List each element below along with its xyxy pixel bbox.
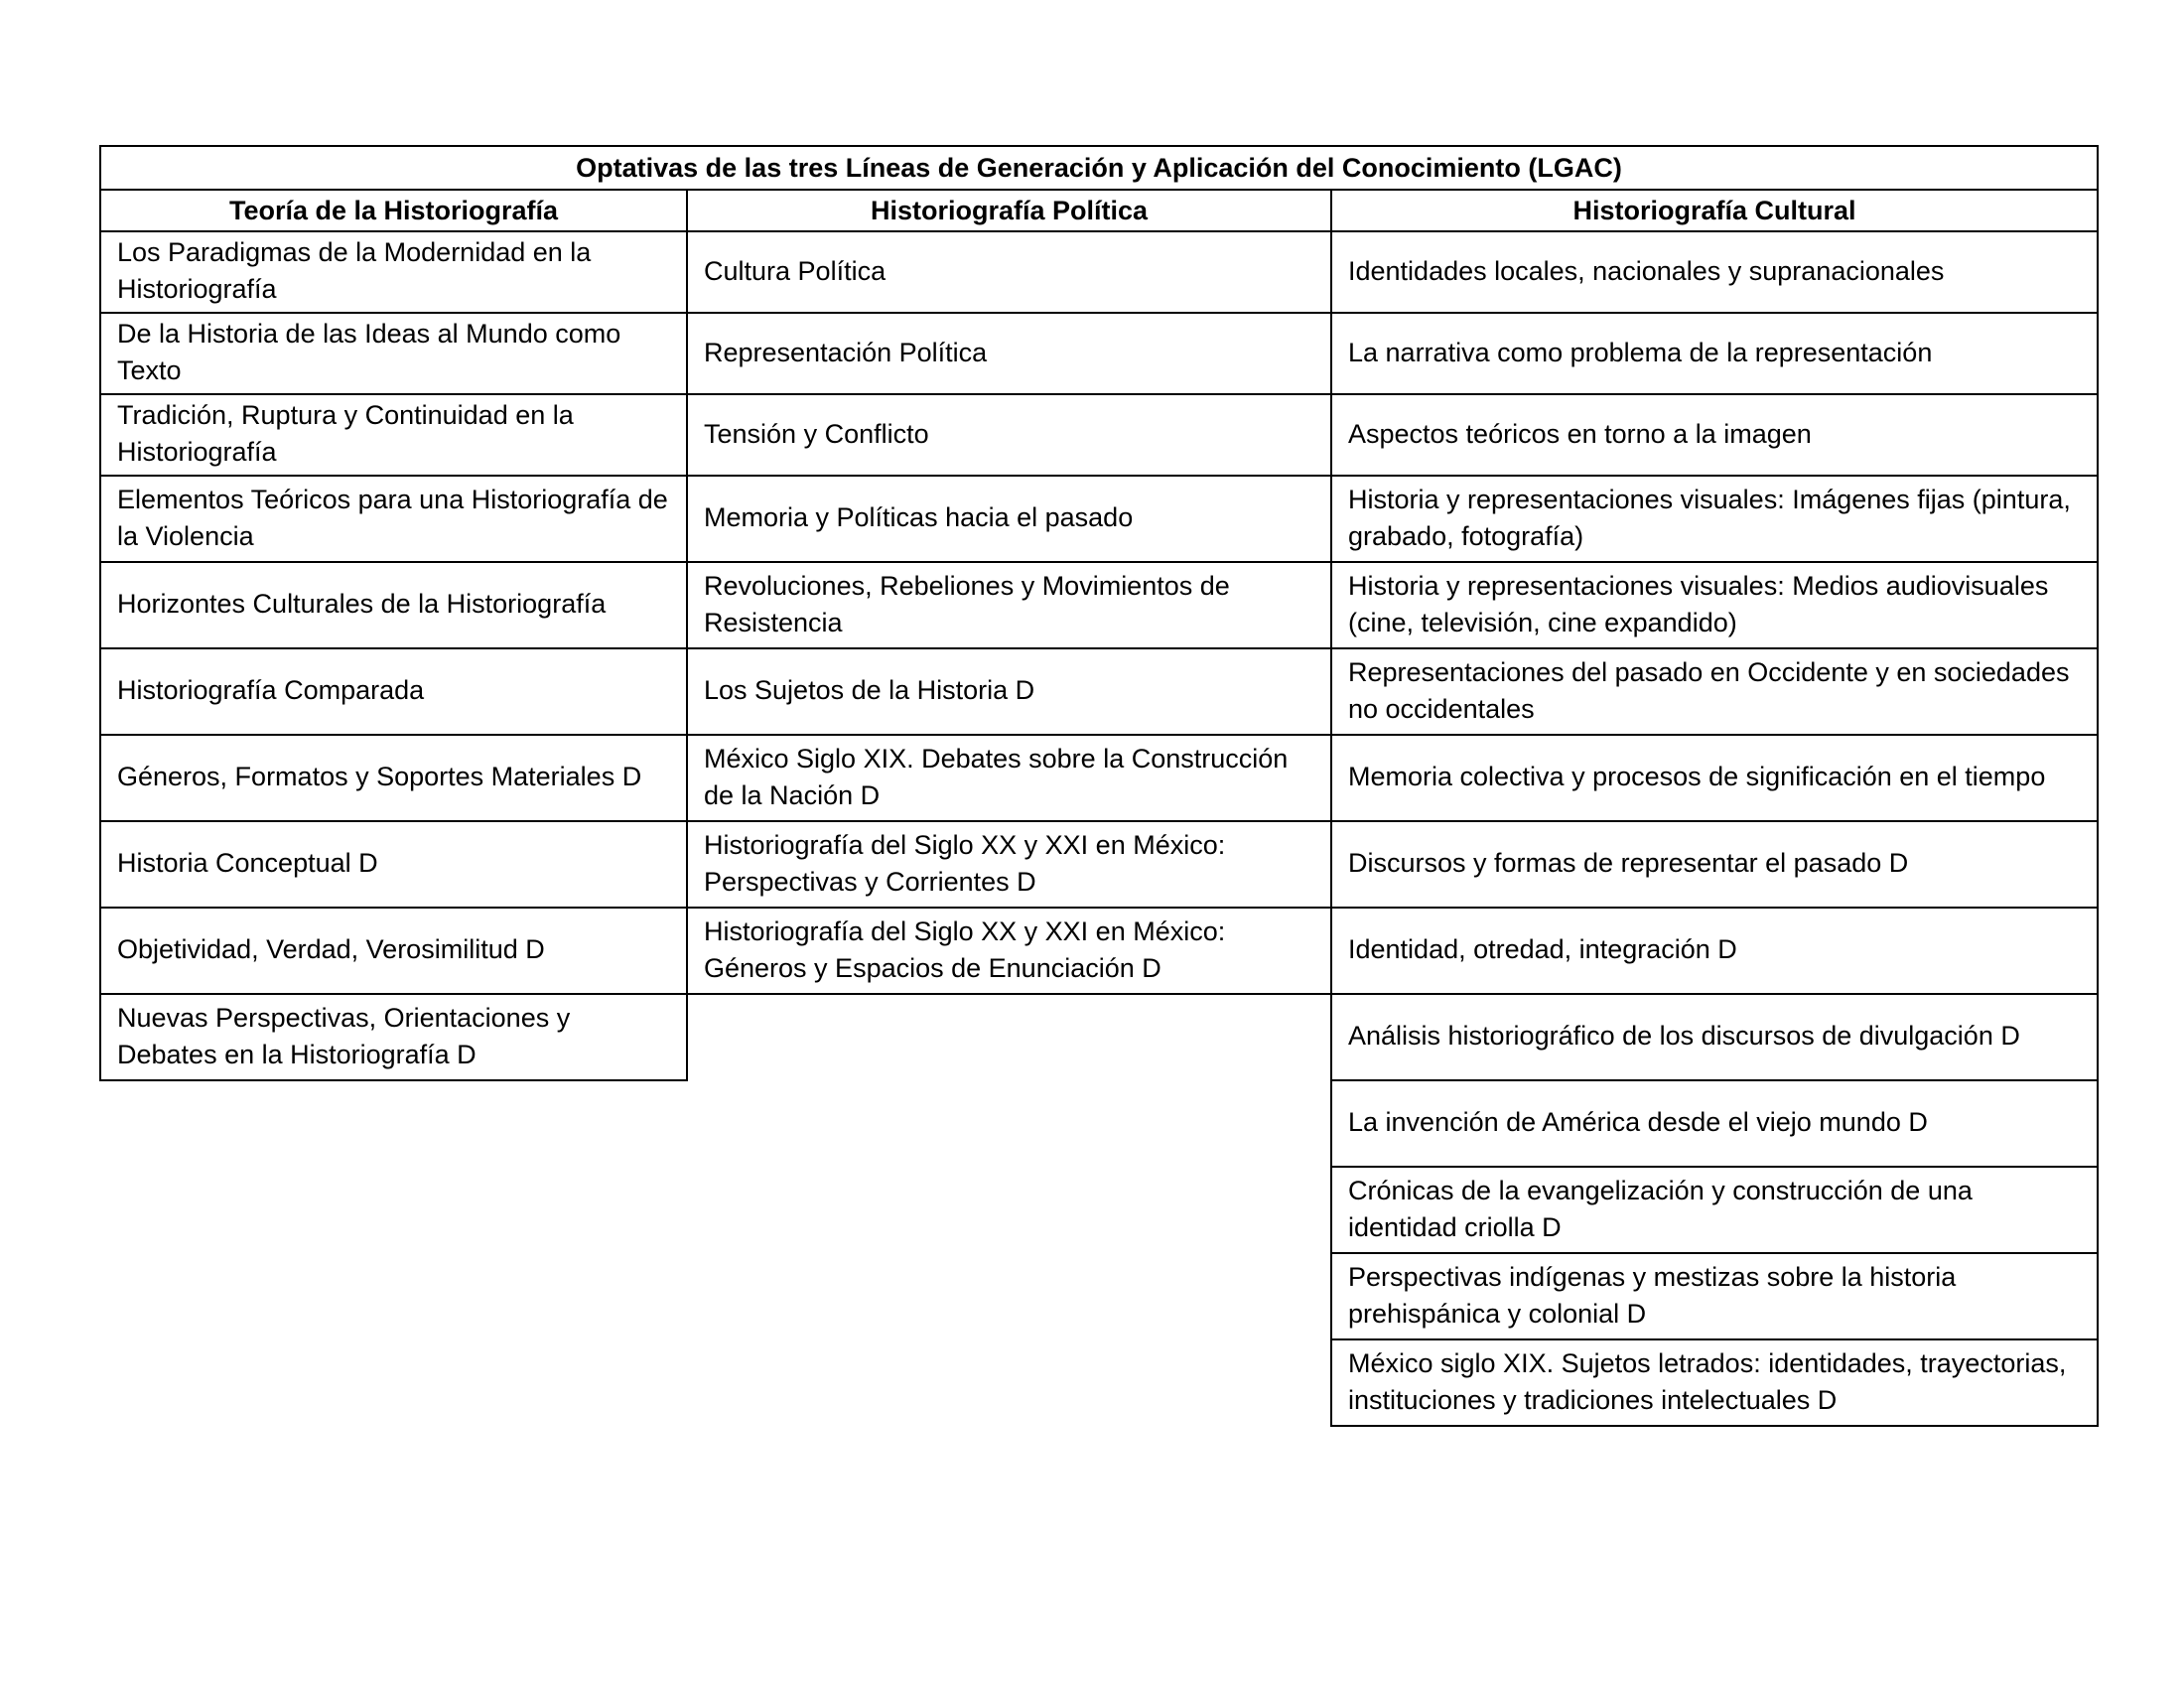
table-cell: Análisis historiográfico de los discursos de divulgación D xyxy=(1331,994,2098,1080)
column-header-politica: Historiografía Política xyxy=(687,190,1331,231)
table-cell: Aspectos teóricos en torno a la imagen xyxy=(1331,394,2098,476)
table-cell: Historiografía Comparada xyxy=(100,648,687,735)
table-row xyxy=(100,1339,2098,1426)
table-cell: Horizontes Culturales de la Historiografía xyxy=(100,562,687,648)
table-cell: La narrativa como problema de la representación xyxy=(1331,313,2098,394)
table-header-row xyxy=(100,190,2098,231)
table-cell: Los Sujetos de la Historia D xyxy=(687,648,1331,735)
table-cell: Revoluciones, Rebeliones y Movimientos de Resistencia xyxy=(687,562,1331,648)
column-header-teoria: Teoría de la Historiografía xyxy=(100,190,687,231)
table-cell: Elementos Teóricos para una Historiografía de la Violencia xyxy=(100,476,687,562)
table-cell: Cultura Política xyxy=(687,231,1331,313)
table-title: Optativas de las tres Líneas de Generación y Aplicación del Conocimiento (LGAC) xyxy=(100,146,2098,190)
empty-cell xyxy=(687,1167,1331,1253)
table-cell: Tensión y Conflicto xyxy=(687,394,1331,476)
empty-cell xyxy=(100,1080,687,1167)
table-cell: Historia Conceptual D xyxy=(100,821,687,908)
table-row xyxy=(100,994,2098,1080)
table-cell: Perspectivas indígenas y mestizas sobre la historia prehispánica y colonial D xyxy=(1331,1253,2098,1339)
table-cell: Historiografía del Siglo XX y XXI en México: Perspectivas y Corrientes D xyxy=(687,821,1331,908)
table-row xyxy=(100,1167,2098,1253)
table-row xyxy=(100,394,2098,476)
column-header-cultural: Historiografía Cultural xyxy=(1331,190,2098,231)
lgac-optativas-table xyxy=(99,145,2099,1427)
table-cell: México Siglo XIX. Debates sobre la Construcción de la Nación D xyxy=(687,735,1331,821)
table-cell: Tradición, Ruptura y Continuidad en la Historiografía xyxy=(100,394,687,476)
table-cell: Objetividad, Verdad, Verosimilitud D xyxy=(100,908,687,994)
table-title-row xyxy=(100,146,2098,190)
table-cell: Discursos y formas de representar el pasado D xyxy=(1331,821,2098,908)
table-cell: México siglo XIX. Sujetos letrados: identidades, trayectorias, instituciones y tradiciones intelectuales D xyxy=(1331,1339,2098,1426)
table-row xyxy=(100,648,2098,735)
table-cell: Los Paradigmas de la Modernidad en la Historiografía xyxy=(100,231,687,313)
table-row xyxy=(100,1253,2098,1339)
table-cell: De la Historia de las Ideas al Mundo como Texto xyxy=(100,313,687,394)
table-cell: Memoria colectiva y procesos de significación en el tiempo xyxy=(1331,735,2098,821)
empty-cell xyxy=(100,1253,687,1339)
table-row xyxy=(100,821,2098,908)
empty-cell xyxy=(687,1080,1331,1167)
table-cell: Historiografía del Siglo XX y XXI en México: Géneros y Espacios de Enunciación D xyxy=(687,908,1331,994)
table-cell: Representación Política xyxy=(687,313,1331,394)
table-cell: Crónicas de la evangelización y construcción de una identidad criolla D xyxy=(1331,1167,2098,1253)
empty-cell xyxy=(100,1167,687,1253)
empty-cell xyxy=(687,994,1331,1080)
table-row xyxy=(100,476,2098,562)
table-row xyxy=(100,313,2098,394)
empty-cell xyxy=(100,1339,687,1426)
table-row xyxy=(100,231,2098,313)
table-row xyxy=(100,735,2098,821)
empty-cell xyxy=(687,1339,1331,1426)
table-cell: Nuevas Perspectivas, Orientaciones y Debates en la Historiografía D xyxy=(100,994,687,1080)
table-cell: Historia y representaciones visuales: Imágenes fijas (pintura, grabado, fotografía) xyxy=(1331,476,2098,562)
table-cell: Historia y representaciones visuales: Medios audiovisuales (cine, televisión, cine expandido) xyxy=(1331,562,2098,648)
table-row xyxy=(100,1080,2098,1167)
table-row xyxy=(100,562,2098,648)
table-cell: Memoria y Políticas hacia el pasado xyxy=(687,476,1331,562)
table-cell: Representaciones del pasado en Occidente y en sociedades no occidentales xyxy=(1331,648,2098,735)
table-cell: La invención de América desde el viejo mundo D xyxy=(1331,1080,2098,1167)
empty-cell xyxy=(687,1253,1331,1339)
table-cell: Identidad, otredad, integración D xyxy=(1331,908,2098,994)
table-cell: Identidades locales, nacionales y supranacionales xyxy=(1331,231,2098,313)
table-cell: Géneros, Formatos y Soportes Materiales D xyxy=(100,735,687,821)
table-row xyxy=(100,908,2098,994)
